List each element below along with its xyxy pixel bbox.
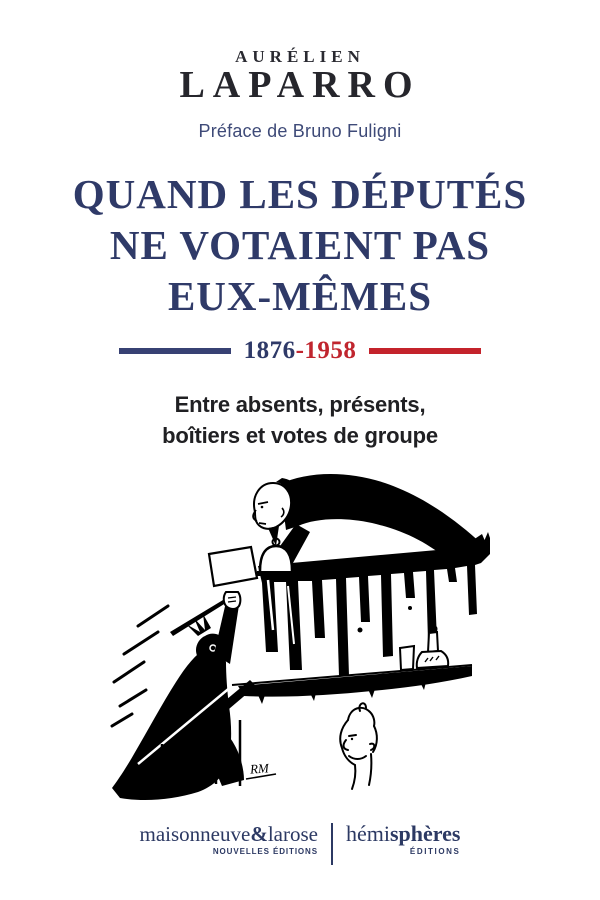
preface-credit: Préface de Bruno Fuligni xyxy=(198,121,402,141)
logo-maisonneuve-larose xyxy=(140,822,318,856)
maisonneuve-larose-wordmark: maisonneuve&larose xyxy=(139,822,318,846)
subtitle-line-1: Entre absents, présents, xyxy=(174,392,426,417)
date-start: 1876 xyxy=(243,337,296,364)
book-title xyxy=(0,169,600,322)
book-subtitle xyxy=(0,389,600,451)
artist-signature: RM xyxy=(249,760,270,777)
bell-icon xyxy=(260,546,292,571)
hemispheres-wordmark: hémisphères xyxy=(345,821,461,846)
date-end: -1958 xyxy=(295,337,357,364)
publisher-logos xyxy=(0,822,600,865)
subtitle-line-2: boîtiers et votes de groupe xyxy=(162,423,438,448)
raised-arm xyxy=(214,602,239,664)
date-range xyxy=(244,337,357,365)
title-line-3: EUX-MÊMES xyxy=(167,273,433,319)
carafe-icon xyxy=(417,651,448,668)
ballot-paper xyxy=(209,547,257,586)
deputy-hand xyxy=(224,592,241,609)
logo-hemispheres xyxy=(346,822,461,856)
author-last-name: LAPARRO xyxy=(179,64,421,106)
dates-banner xyxy=(0,337,600,365)
title-line-1: QUAND LES DÉPUTÉS xyxy=(72,171,528,217)
logo-divider xyxy=(331,823,333,865)
assembly-caricature-illustration xyxy=(110,468,490,808)
maisonneuve-tagline: NOUVELLES ÉDITIONS xyxy=(212,847,318,856)
sketched-face xyxy=(340,703,377,789)
red-bar xyxy=(369,348,481,354)
author-first-name: AURÉLIEN xyxy=(235,47,365,66)
hemispheres-tagline: ÉDITIONS xyxy=(409,847,461,856)
glass-icon xyxy=(400,646,414,670)
blue-bar xyxy=(119,348,231,354)
ampersand: & xyxy=(250,822,268,846)
title-line-2: NE VOTAIENT PAS xyxy=(109,222,491,268)
